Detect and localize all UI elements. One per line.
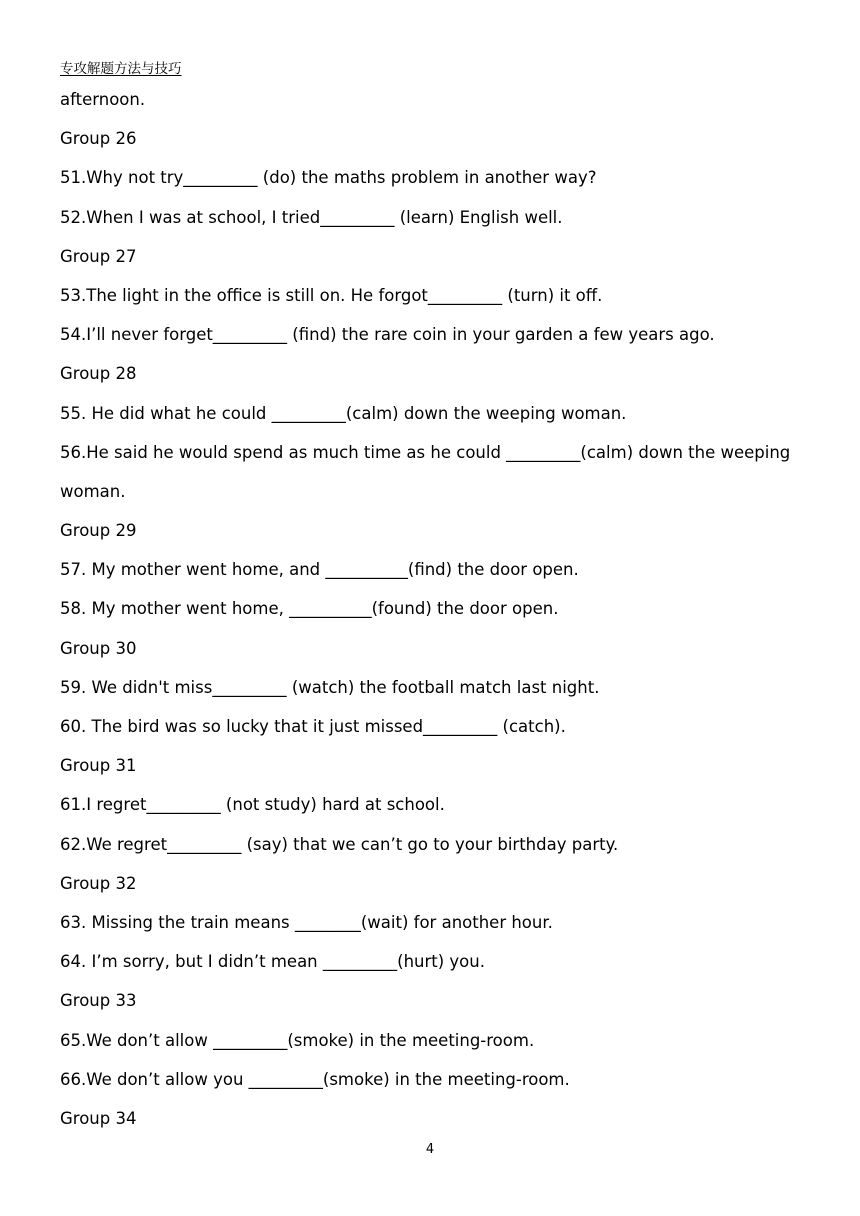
exercise-63: 63. Missing the train means ________(wait) for another hour. [60,912,553,932]
exercise-56: 56.He said he would spend as much time as he could _________(calm) down the weeping [60,442,791,462]
exercise-55: 55. He did what he could _________(calm) down the weeping woman. [60,403,627,423]
group-heading: Group 32 [60,873,137,893]
exercise-51: 51.Why not try_________ (do) the maths problem in another way? [60,168,597,188]
exercise-58: 58. My mother went home, __________(found) the door open. [60,599,559,619]
exercise-54: 54.I’ll never forget_________ (find) the rare coin in your garden a few years ago. [60,325,715,345]
group-heading: Group 31 [60,756,137,776]
group-heading: Group 28 [60,364,137,384]
group-heading: Group 26 [60,129,137,149]
exercise-66: 66.We don’t allow you _________(smoke) in the meeting-room. [60,1069,570,1089]
exercise-62: 62.We regret_________ (say) that we can’t go to your birthday party. [60,834,619,854]
group-heading: Group 27 [60,246,137,266]
document-body [60,85,820,1143]
exercise-65: 65.We don’t allow _________(smoke) in the meeting-room. [60,1030,535,1050]
group-heading: Group 33 [60,991,137,1011]
page-header: 专攻解题方法与技巧 [60,61,182,77]
group-heading: Group 29 [60,521,137,541]
exercise-61: 61.I regret_________ (not study) hard at school. [60,795,445,815]
exercise-59: 59. We didn't miss_________ (watch) the football match last night. [60,677,600,697]
text-line: afternoon. [60,90,146,109]
group-heading: Group 34 [60,1108,137,1128]
exercise-52: 52.When I was at school, I tried_________ (learn) English well. [60,207,563,227]
group-heading: Group 30 [60,638,137,658]
exercise-64: 64. I’m sorry, but I didn’t mean _________(hurt) you. [60,952,485,972]
page-number: 4 [425,1142,435,1157]
exercise-57: 57. My mother went home, and __________(find) the door open. [60,560,579,580]
exercise-53: 53.The light in the office is still on. He forgot_________ (turn) it off. [60,285,603,305]
exercise-60: 60. The bird was so lucky that it just missed_________ (catch). [60,717,566,736]
exercise-56-continued: woman. [60,481,126,501]
